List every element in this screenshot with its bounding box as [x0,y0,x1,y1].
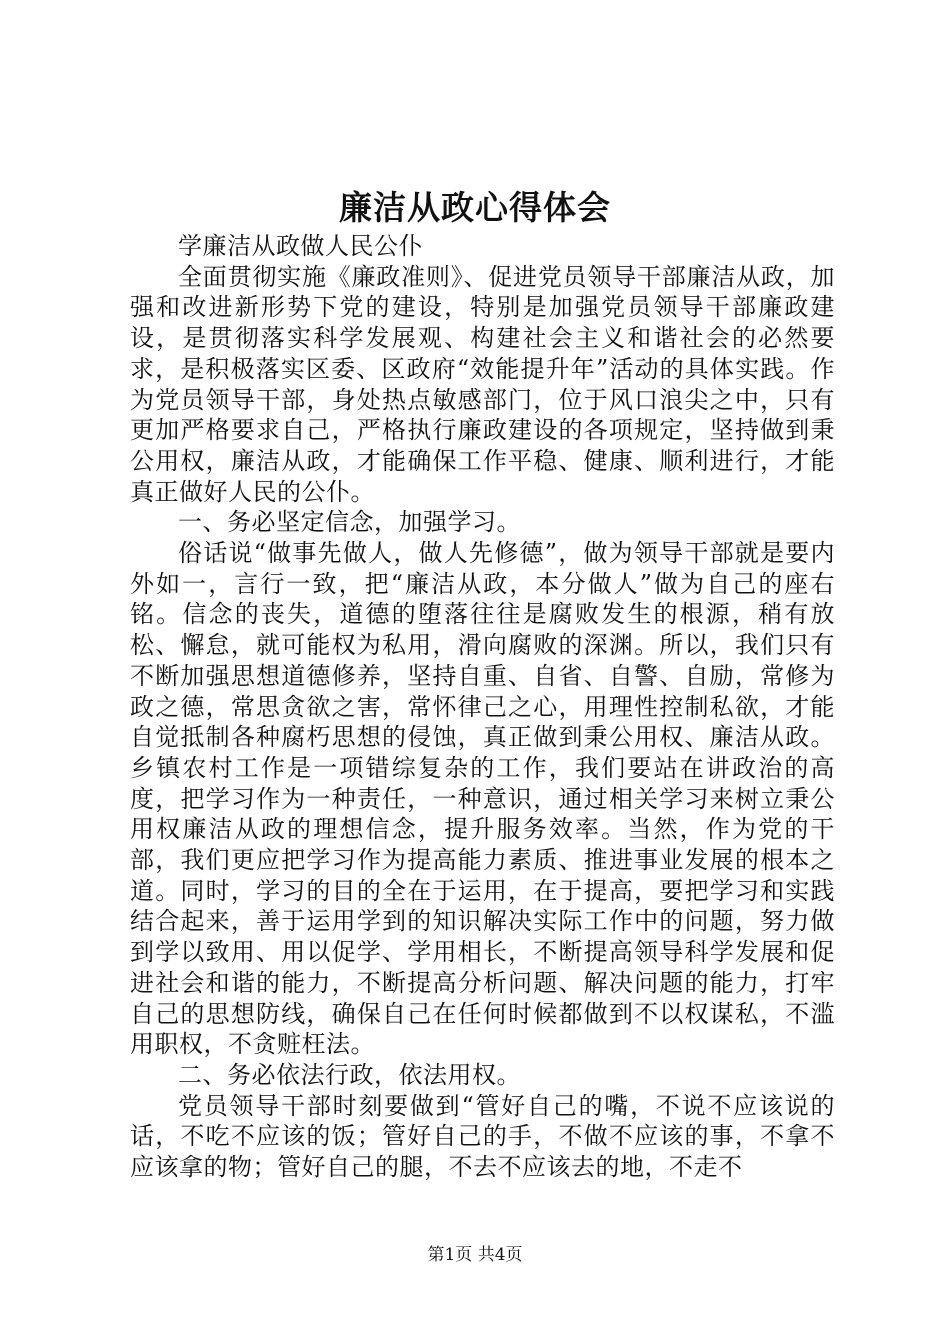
section-2-paragraph: 党员领导干部时刻要做到“管好自己的嘴，不说不应该说的话，不吃不应该的饭；管好自己的手，不做不应该的事，不拿不应该拿的物；管好自己的腿，不去不应该去的地，不走不 [130,1091,835,1182]
page-footer: 第1页 共4页 [427,1245,523,1265]
intro-paragraph: 全面贯彻实施《廉政准则》、促进党员领导干部廉洁从政，加强和改进新形势下党的建设，特别是加强党员领导干部廉政建设，是贯彻落实科学发展观、构建社会主义和谐社会的必然要求，是积极落实区委、区政府“效能提升年”活动的具体实践。作为党员领导干部，身处热点敏感部门，位于风口浪尖之中，只有更加严格要求自己，严格执行廉政建设的各项规定，坚持做到秉公用权，廉洁从政，才能确保工作平稳、健康、顺利进行，才能真正做好人民的公仆。 [130,262,835,506]
subtitle-paragraph: 学廉洁从政做人民公仆 [178,232,423,260]
document-title: 廉洁从政心得体会 [339,188,611,227]
section-heading-2: 二、务必依法行政，依法用权。 [178,1060,521,1089]
section-1-paragraph: 俗话说“做事先做人，做人先修德”，做为领导干部就是要内外如一，言行一致，把“廉洁从政，本分做人”做为自己的座右铭。信念的丧失，道德的堕落往往是腐败发生的根源，稍有放松、懈怠，就可能权为私用，滑向腐败的深渊。所以，我们只有不断加强思想道德修养，坚持自重、自省、自警、自励，常修为政之德，常思贪欲之害，常怀律己之心，用理性控制私欲，才能自觉抵制各种腐朽思想的侵蚀，真正做到秉公用权、廉洁从政。乡镇农村工作是一项错综复杂的工作，我们要站在讲政治的高度，把学习作为一种责任，一种意识，通过相关学习来树立秉公用权廉洁从政的理想信念，提升服务效率。当然，作为党的干部，我们更应把学习作为提高能力素质、推进事业发展的根本之道。同时，学习的目的全在于运用，在于提高，要把学习和实践结合起来，善于运用学到的知识解决实际工作中的问题，努力做到学以致用、用以促学、学用相长，不断提高领导科学发展和促进社会和谐的能力，不断提高分析问题、解决问题的能力，打牢自己的思想防线，确保自己在任何时候都做到不以权谋私，不滥用职权，不贪赃枉法。 [130,539,835,1059]
section-heading-1: 一、务必坚定信念，加强学习。 [178,508,521,537]
document-body [130,231,835,1183]
